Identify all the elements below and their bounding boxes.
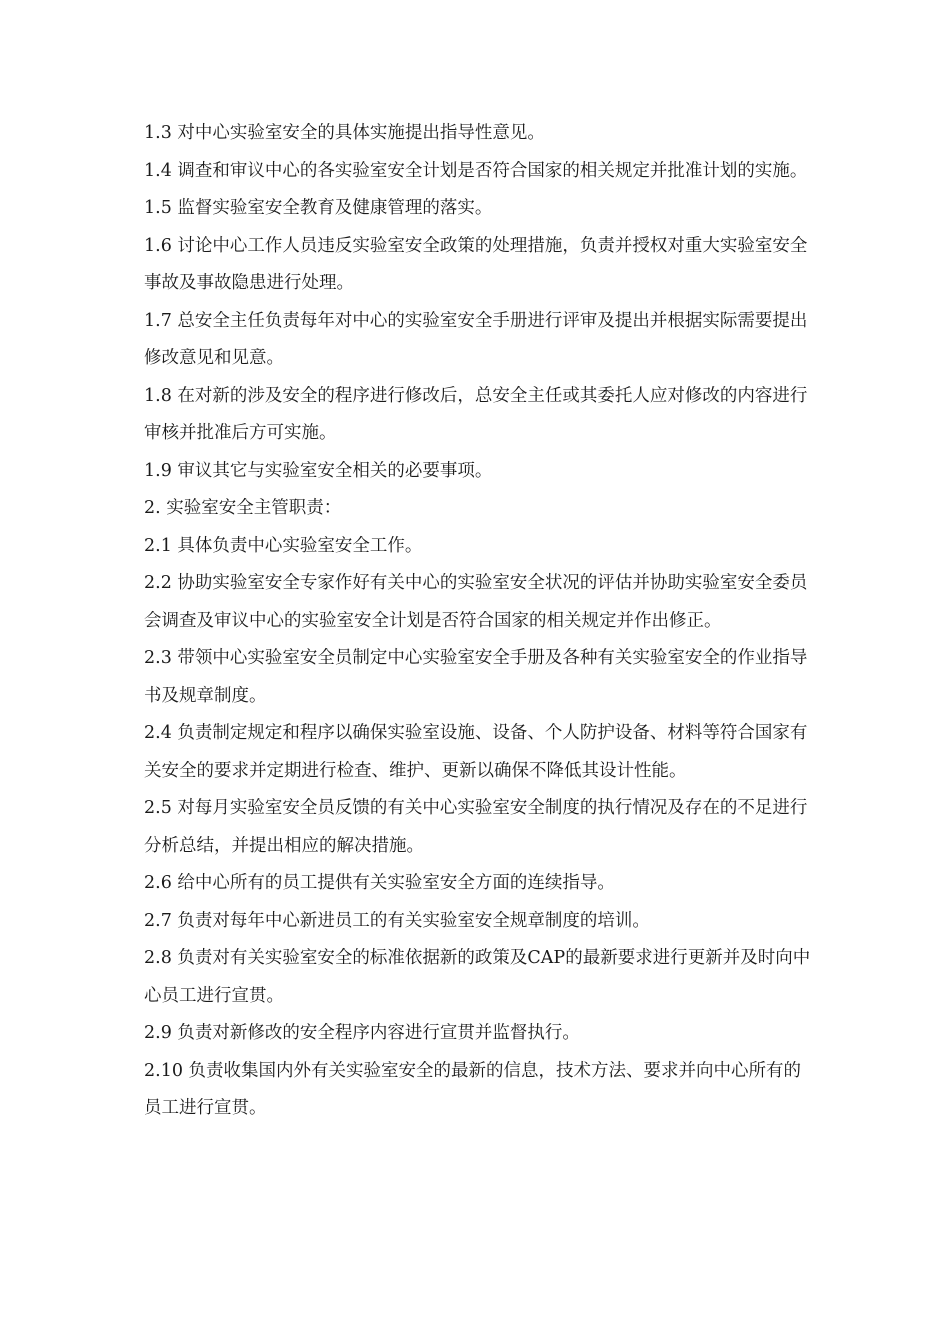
paragraph-1-7: 1.7 总安全主任负责每年对中心的实验室安全手册进行评审及提出并根据实际需要提出修改意见和见意。 xyxy=(144,310,808,368)
paragraph-2-6: 2.6 给中心所有的员工提供有关实验室安全方面的连续指导。 xyxy=(144,873,615,893)
paragraph-2-1: 2.1 具体负责中心实验室安全工作。 xyxy=(144,535,423,556)
paragraph-1-9: 1.9 审议其它与实验室安全相关的必要事项。 xyxy=(144,460,493,481)
paragraph-2-9: 2.9 负责对新修改的安全程序内容进行宣贯并监督执行。 xyxy=(144,1023,580,1043)
paragraph-2-7: 2.7 负责对每年中心新进员工的有关实验室安全规章制度的培训。 xyxy=(144,910,650,931)
section-heading-2: 2. 实验室安全主管职责： xyxy=(144,498,342,518)
paragraph-2-3: 2.3 带领中心实验室安全员制定中心实验室安全手册及各种有关实验室安全的作业指导书及规章制度。 xyxy=(144,648,808,706)
paragraph-1-3: 1.3 对中心实验室安全的具体实施提出指导性意见。 xyxy=(144,123,545,143)
paragraph-1-4: 1.4 调查和审议中心的各实验室安全计划是否符合国家的相关规定并批准计划的实施。 xyxy=(144,160,808,181)
paragraph-1-5: 1.5 监督实验室安全教育及健康管理的落实。 xyxy=(144,198,493,218)
paragraph-2-5: 2.5 对每月实验室安全员反馈的有关中心实验室安全制度的执行情况及存在的不足进行分析总结，并提出相应的解决措施。 xyxy=(144,798,808,856)
paragraph-2-2: 2.2 协助实验室安全专家作好有关中心的实验室安全状况的评估并协助实验室安全委员会调查及审议中心的实验室安全计划是否符合国家的相关规定并作出修正。 xyxy=(144,573,808,631)
document-body xyxy=(144,115,814,1128)
paragraph-2-10: 2.10 负责收集国内外有关实验室安全的最新的信息，技术方法、要求并向中心所有的员工进行宣贯。 xyxy=(144,1060,802,1118)
paragraph-2-8: 2.8 负责对有关实验室安全的标准依据新的政策及CAP的最新要求进行更新并及时向中心员工进行宣贯。 xyxy=(144,948,811,1006)
paragraph-1-8: 1.8 在对新的涉及安全的程序进行修改后，总安全主任或其委托人应对修改的内容进行审核并批准后方可实施。 xyxy=(144,385,808,443)
paragraph-2-4: 2.4 负责制定规定和程序以确保实验室设施、设备、个人防护设备、材料等符合国家有关安全的要求并定期进行检查、维护、更新以确保不降低其设计性能。 xyxy=(144,723,808,781)
paragraph-1-6: 1.6 讨论中心工作人员违反实验室安全政策的处理措施，负责并授权对重大实验室安全事故及事故隐患进行处理。 xyxy=(144,235,808,293)
